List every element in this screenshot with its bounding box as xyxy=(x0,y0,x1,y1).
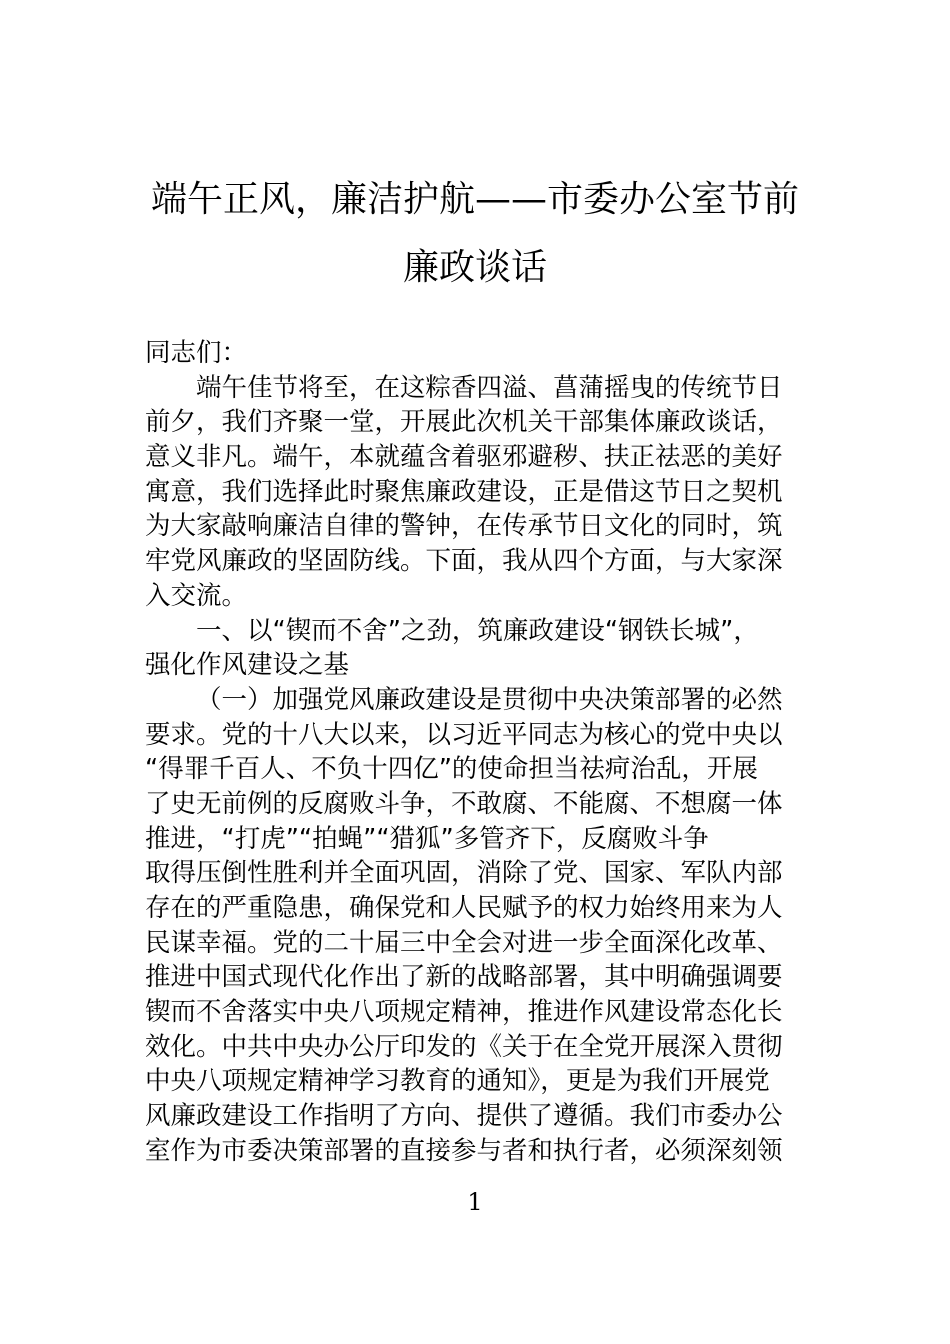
text-line: 入交流。 xyxy=(145,580,248,611)
salutation: 同志们： xyxy=(145,338,248,368)
text-line: 室作为市委决策部署的直接参与者和执行者，必须深刻领 xyxy=(145,1135,783,1166)
text-line: 风廉政建设工作指明了方向、提供了遵循。我们市委办公 xyxy=(145,1101,783,1132)
text-line: 要求。党的十八大以来，以习近平同志为核心的党中央以 xyxy=(145,719,783,750)
text-line: 了史无前例的反腐败斗争，不敢腐、不能腐、不想腐一体 xyxy=(145,788,783,819)
text-line: （一）加强党风廉政建设是贯彻中央决策部署的必然 xyxy=(196,684,783,715)
document-title xyxy=(150,166,800,302)
title-line-2: 廉政谈话 xyxy=(402,247,547,288)
document-body xyxy=(145,336,825,1169)
page-number: 1 xyxy=(467,1188,483,1216)
text-line: “得罪千百人、不负十四亿”的使命担当祛疴治乱，开展 xyxy=(145,754,758,785)
text-line: 寓意，我们选择此时聚焦廉政建设，正是借这节日之契机 xyxy=(145,476,783,507)
text-line: 取得压倒性胜利并全面巩固，消除了党、国家、军队内部 xyxy=(145,858,783,889)
title-line-1: 端午正风，廉洁护航——市委办公室节前 xyxy=(150,179,799,220)
text-line: 中央八项规定精神学习教育的通知》，更是为我们开展党 xyxy=(145,1066,770,1097)
text-line: 牢党风廉政的坚固防线。下面，我从四个方面，与大家深 xyxy=(145,546,783,577)
text-line: 民谋幸福。党的二十届三中全会对进一步全面深化改革、 xyxy=(145,927,783,958)
text-line: 推进，“打虎”“拍蝇”“猎狐”多管齐下，反腐败斗争 xyxy=(145,823,709,854)
text-line: 锲而不舍落实中央八项规定精神，推进作风建设常态化长 xyxy=(145,997,783,1028)
section-heading-line: 强化作风建设之基 xyxy=(145,650,350,681)
text-line: 效化。中共中央办公厅印发的《关于在全党开展深入贯彻 xyxy=(145,1031,783,1062)
text-line: 前夕，我们齐聚一堂，开展此次机关干部集体廉政谈话， xyxy=(145,407,783,438)
section-heading-line: 一、以“锲而不舍”之劲，筑廉政建设“钢铁长城”， xyxy=(196,615,759,646)
text-line: 意义非凡。端午，本就蕴含着驱邪避秽、扶正祛恶的美好 xyxy=(145,442,783,473)
text-line: 端午佳节将至，在这粽香四溢、菖蒲摇曳的传统节日 xyxy=(196,372,783,403)
text-line: 存在的严重隐患，确保党和人民赋予的权力始终用来为人 xyxy=(145,893,783,923)
text-line: 推进中国式现代化作出了新的战略部署，其中明确强调要 xyxy=(145,962,783,993)
text-line: 为大家敲响廉洁自律的警钟，在传承节日文化的同时，筑 xyxy=(145,511,783,542)
